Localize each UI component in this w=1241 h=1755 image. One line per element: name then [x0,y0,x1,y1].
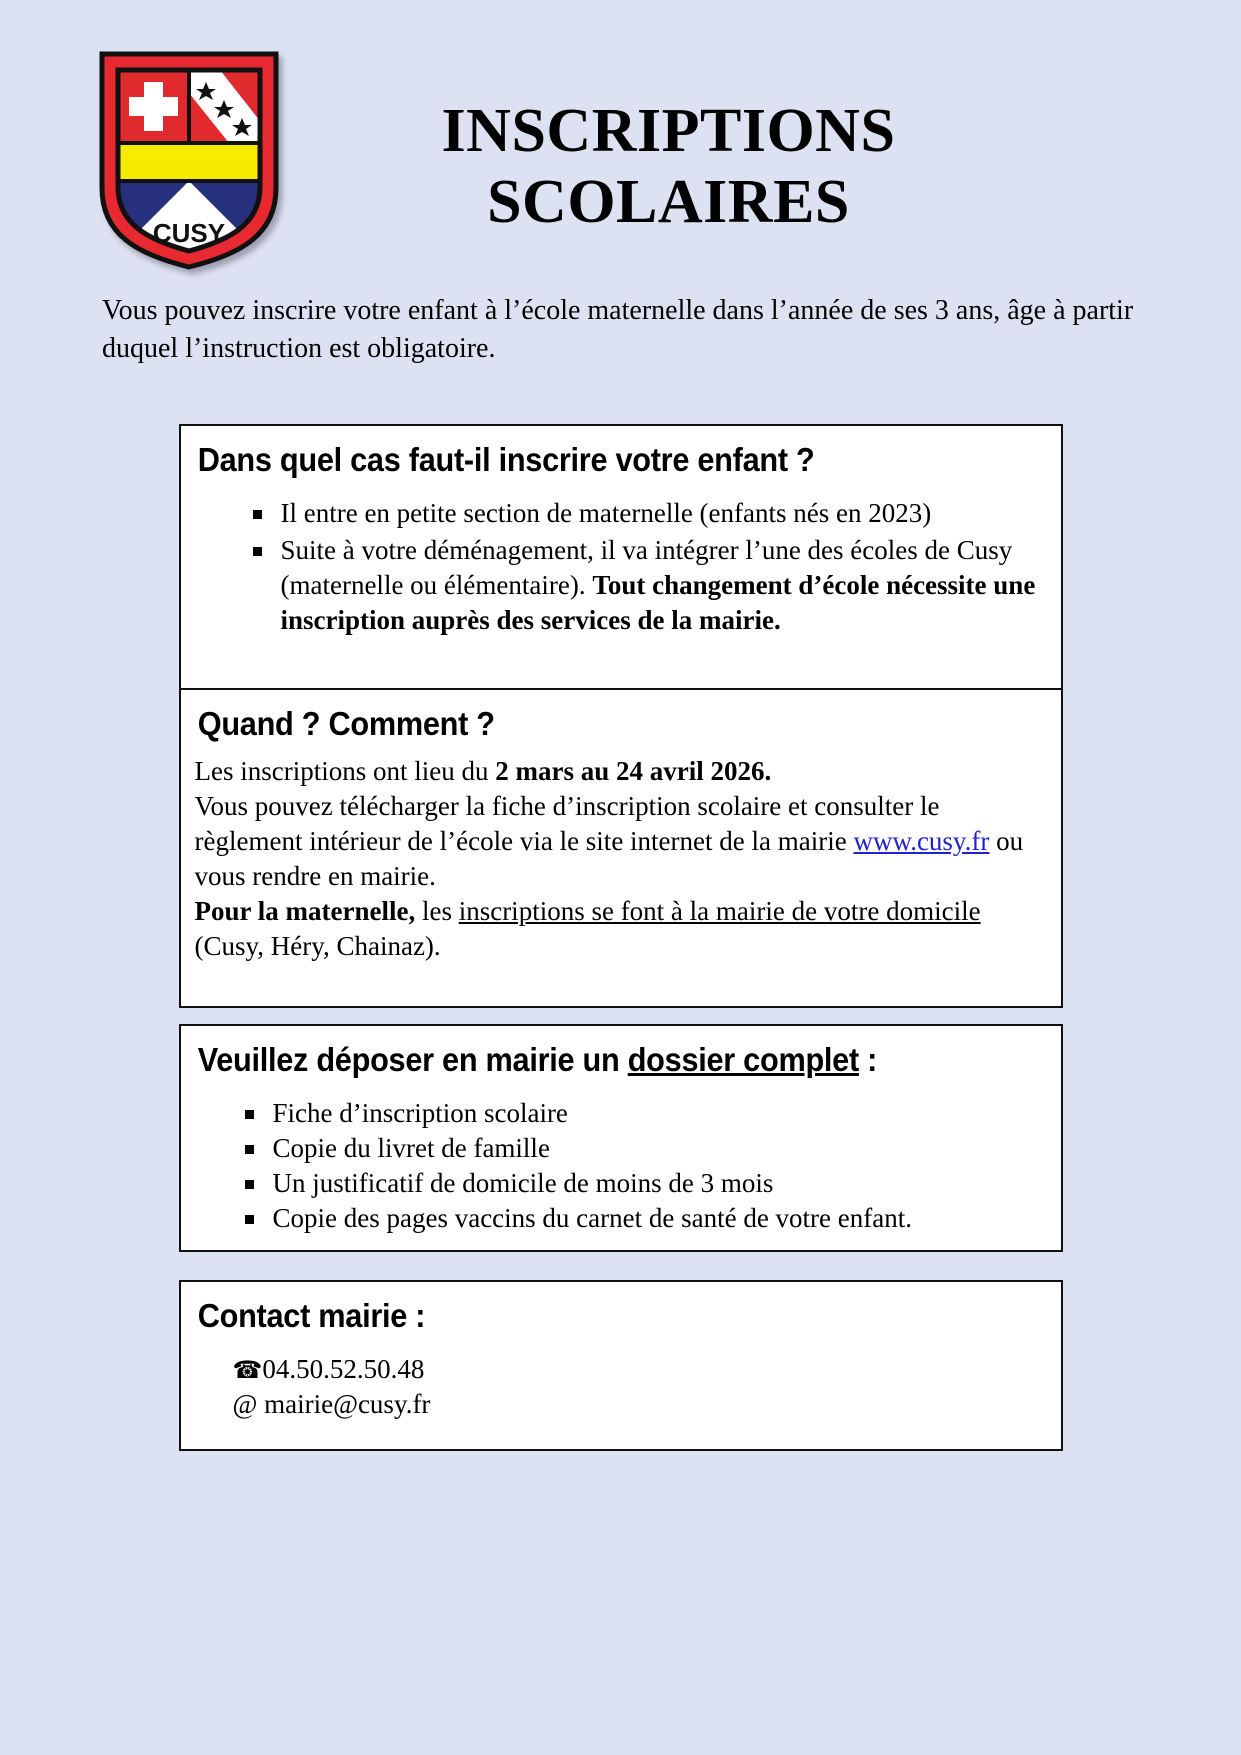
page-title-line-2: SCOLAIRES [487,167,850,236]
panel-slot-dossier [0,1024,1241,1252]
contact-phone-number: 04.50.52.50.48 [262,1353,425,1384]
document-header [0,0,1241,248]
cases-bullet-list [201,496,1041,638]
heading-text: : [858,1041,877,1079]
when-how-paragraph-1 [195,754,1041,789]
paragraph-lead-bold: Pour la maternelle, [194,896,416,927]
section-body-dossier [181,1096,1061,1250]
contact-email-row [233,1387,1061,1423]
section-body-when-how [181,750,1061,1007]
section-box-contact [179,1280,1063,1451]
heading-text: Veuillez déposer en mairie un [197,1041,628,1079]
dossier-bullet-list [201,1096,1041,1236]
page-title [286,48,1241,237]
at-symbol-icon: @ [232,1389,258,1420]
paragraph-underlined: inscriptions se font à la mairie de votre domicile [458,896,981,927]
section-box-when-how [179,688,1063,1008]
bullet-text: Suite à votre déménagement, il va intégrer l’une des écoles de Cusy (maternelle ou élémentaire). [280,534,1013,600]
paragraph-text: (Cusy, Héry, Chainaz). [194,931,441,962]
bullet-text: Copie du livret de famille [272,1132,550,1163]
panel-slot-when-how [0,688,1241,1008]
mairie-website-link[interactable]: www.cusy.fr [853,825,990,856]
paragraph-text: Vous pouvez télécharger la fiche d’inscription scolaire et consulter le règlement intérieur de l’école via le site internet de la mairie [194,790,940,856]
section-box-dossier [179,1024,1063,1252]
section-body-cases [181,496,1061,688]
bullet-text-bold: Tout changement d’école nécessite une inscription auprès des services de la mairie. [280,569,1036,636]
list-item [247,533,1041,638]
bullet-text: Fiche d’inscription scolaire [272,1097,568,1128]
list-item [239,1166,1041,1201]
bullet-text: Un justificatif de domicile de moins de 3 mois [272,1167,774,1198]
section-heading-cases: Dans quel cas faut-il inscrire votre enfant ? [197,441,815,479]
bullet-text: Il entre en petite section de maternelle (enfants nés en 2023) [280,497,932,528]
bullet-text: Copie des pages vaccins du carnet de santé de votre enfant. [272,1203,912,1234]
section-heading-when-how: Quand ? Comment ? [197,705,495,743]
heading-underlined: dossier complet [627,1041,859,1079]
intro-paragraph: Vous pouvez inscrire votre enfant à l’école maternelle dans l’année de ses 3 ans, âge à partir duquel l’instruction est obligatoire. [102,295,1134,365]
list-item [239,1096,1041,1131]
panel-slot-contact [0,1280,1241,1451]
section-heading-dossier [181,1026,999,1086]
contact-phone-row [233,1352,1061,1388]
when-how-paragraph-2 [195,789,1041,894]
cusy-coat-of-arms-icon [96,48,282,273]
paragraph-text: Les inscriptions ont lieu du [194,755,496,786]
section-box-cases [179,424,1063,690]
telephone-icon: ☎ [232,1355,263,1384]
list-item [247,496,1041,531]
list-item [239,1131,1041,1166]
page-title-line-1: INSCRIPTIONS [441,97,896,165]
section-heading-contact: Contact mairie : [197,1297,425,1335]
when-how-paragraph-3 [195,894,1041,964]
paragraph-text: ou vous rendre en mairie. [194,825,1024,892]
contact-email-address[interactable]: mairie@cusy.fr [264,1389,431,1420]
paragraph-text: les [415,896,459,927]
list-item [239,1201,1041,1236]
contact-details [181,1342,1061,1449]
crest-container [96,48,286,273]
panel-slot-cases [0,424,1241,690]
crest-town-label: CUSY [152,218,226,248]
paragraph-dates: 2 mars au 24 avril 2026. [495,755,772,786]
